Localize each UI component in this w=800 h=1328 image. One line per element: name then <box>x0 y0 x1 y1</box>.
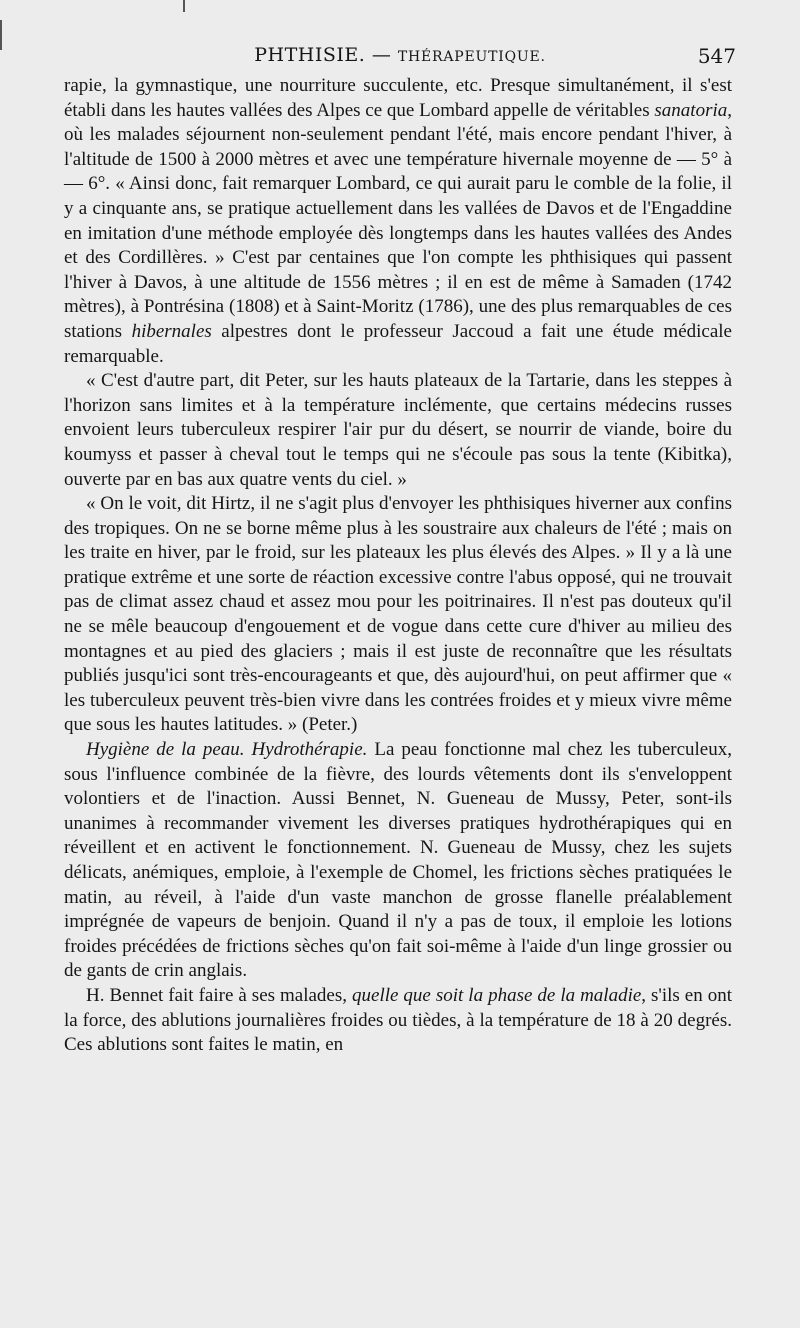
body-text <box>64 74 732 1058</box>
paragraph <box>64 984 732 1058</box>
text-run: H. Bennet fait faire à ses malades, <box>86 984 353 1006</box>
text-run: « On le voit, dit Hirtz, il ne s'agit plus d'envoyer les phthisiques hiverner aux confins des tropiques. On ne se borne même plus à les soustraire aux chaleurs de l'été ; mais on les traite en hiver, par le froid, sur les plateaux les plus élevés des Alpes. » Il y a là une pratique extrême et une sorte de réaction excessive contre l'abus opposé, qui ne trouvait pas de climat assez chaud et assez mou pour les poitrinaires. Il n'est pas douteux qu'il ne se mêle beaucoup d'engouement et de vogue dans cette cure d'hiver au milieu des montagnes et au pied des glaciers ; mais il est juste de reconnaître que les résultats publiés jusqu'ici sont très-encourageants et que, dès aujourd'hui, on peut affirmer que « les tuberculeux peuvent très-bien vivre dans les contrées froides et y mieux vivre même que sous les hautes latitudes. » (Peter.) <box>64 493 732 736</box>
italic-text: hibernales <box>131 320 212 342</box>
page-number: 547 <box>697 44 736 68</box>
header-subtitle: THÉRAPEUTIQUE. <box>397 49 546 65</box>
paragraph <box>64 738 732 984</box>
text-run: rapie, la gymnastique, une nourriture succulente, etc. Presque simultanément, il s'est établi dans les hautes vallées des Alpes ce que Lombard appelle de véritables <box>64 75 732 121</box>
italic-text: sanatoria <box>654 99 728 121</box>
scan-mark <box>183 0 185 12</box>
text-run: La peau fonctionne mal chez les tuberculeux, sous l'influence combinée de la fièvre, des lourds vêtements dont ils s'enveloppent volontiers et de l'inaction. Aussi Bennet, N. Gueneau de Mussy, Peter, sont-ils unanimes à recommander vivement les diverses pratiques hydrothérapiques qui en réveillent et en activent le fonctionnement. N. Gueneau de Mussy, chez les sujets délicats, anémiques, emploie, à l'exemple de Chomel, les frictions sèches pratiquées le matin, au réveil, à l'aide d'un vaste manchon de grosse flanelle préalablement imprégnée de vapeurs de benjoin. Quand il n'y a pas de toux, il emploie les lotions froides précédées de frictions sèches qu'on fait soi-même à l'aide d'un linge grossier ou de gants de crin anglais. <box>64 739 732 982</box>
italic-text: quelle que soit la phase de la maladie <box>352 984 642 1006</box>
header-title <box>64 44 736 66</box>
text-run: alpestres dont le professeur Jaccoud a fait une étude médicale remarquable. <box>64 320 732 367</box>
text-run: , s'ils en ont la force, des ablutions journalières froides ou tièdes, à la température de 18 à 20 degrés. Ces ablutions sont faites le matin, en <box>64 984 733 1056</box>
paragraph <box>64 74 732 369</box>
scan-edge-mark <box>0 20 2 50</box>
running-header <box>64 44 736 70</box>
header-title-main: PHTHISIE. <box>254 44 366 66</box>
paragraph <box>64 369 732 492</box>
text-run: , où les malades séjournent non-seulement pendant l'été, mais encore pendant l'hiver, à l'altitude de 1500 à 2000 mètres et avec une température hivernale moyenne de — 5° à — 6°. « Ainsi donc, fait remarquer Lombard, ce qui aurait paru le comble de la folie, il y a cinquante ans, se pratique actuellement dans les vallées de Davos et de l'Engaddine en imitation d'une méthode employée dès longtemps dans les hautes vallées des Andes et des Cordillères. » C'est par centaines que l'on compte les phthisiques qui passent l'hiver à Davos, à une altitude de 1556 mètres ; il en est de même à Samaden (1742 mètres), à Pontrésina (1808) et à Saint-Moritz (1786), une des plus remarquables de ces stations <box>64 99 732 342</box>
text-run: « C'est d'autre part, dit Peter, sur les hauts plateaux de la Tartarie, dans les steppes à l'horizon sans limites et à la température inclémente, que certains médecins russes envoient leurs tuberculeux respirer l'air pur du désert, se nourrir de viande, boire du koumyss et passer à cheval tout le temps qui ne s'écoule pas sous la tente (Kibitka), ouverte par en bas aux quatre vents du ciel. » <box>64 370 732 490</box>
paragraph <box>64 492 732 738</box>
italic-text: Hygiène de la peau. Hydrothérapie. <box>86 739 368 761</box>
header-dash: — <box>371 44 392 66</box>
